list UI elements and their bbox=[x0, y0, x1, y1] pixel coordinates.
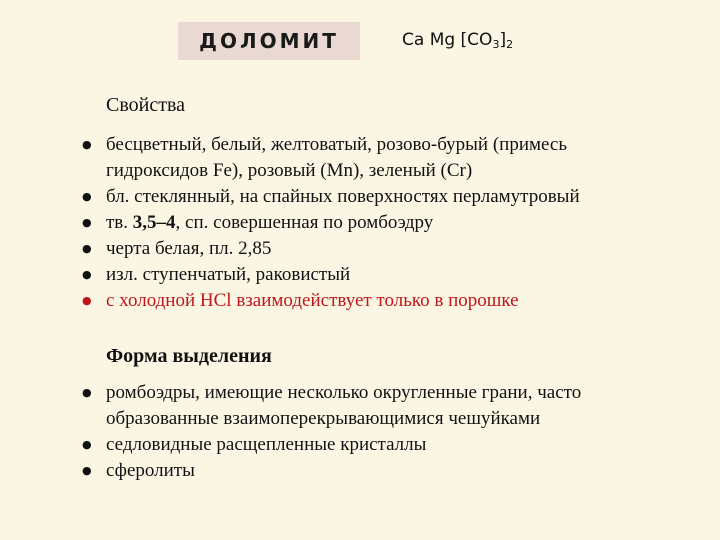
bullet-icon: ● bbox=[82, 438, 92, 451]
list-item-text: тв. bbox=[106, 212, 133, 233]
list-item-text: бесцветный, белый, желтоватый, розово-бурый (примесь гидроксидов Fe), розовый (Mn), зеленый (Cr) bbox=[106, 134, 568, 181]
form-heading: Форма выделения bbox=[106, 345, 272, 367]
list-item bbox=[0, 458, 700, 484]
list-item bbox=[0, 380, 666, 432]
list-item bbox=[0, 210, 700, 236]
properties-heading: Свойства bbox=[106, 94, 186, 116]
list-item bbox=[0, 432, 700, 458]
bullet-icon: ● bbox=[82, 268, 92, 281]
bullet-icon: ● bbox=[82, 216, 92, 229]
list-item-text: , сп. совершенная по ромбоэдру bbox=[175, 212, 434, 233]
list-item-text: седловидные расщепленные кристаллы bbox=[106, 434, 427, 455]
bullet-icon: ● bbox=[82, 464, 92, 477]
list-item-text: изл. ступенчатый, раковистый bbox=[106, 264, 351, 285]
bullet-icon: ● bbox=[82, 138, 92, 151]
chemical-formula bbox=[402, 30, 513, 50]
properties-list bbox=[0, 132, 700, 314]
bullet-icon: ● bbox=[82, 190, 92, 203]
list-item bbox=[0, 288, 700, 314]
formula-subscript-2: 2 bbox=[506, 38, 514, 51]
mineral-title-text: ДОЛОМИТ bbox=[199, 29, 339, 53]
mineral-title bbox=[178, 22, 360, 60]
list-item-text: бл. стеклянный, на спайных поверхностях перламутровый bbox=[106, 186, 580, 207]
formula-part-2: ] bbox=[499, 30, 507, 50]
list-item-text: сферолиты bbox=[106, 460, 195, 481]
formula-part-1: Ca Mg [CO bbox=[402, 30, 493, 50]
list-item bbox=[0, 132, 666, 184]
formula-subscript-1: 3 bbox=[492, 38, 500, 51]
hardness-value: 3,5–4 bbox=[132, 212, 176, 233]
form-list bbox=[0, 380, 700, 484]
list-item-text: ромбоэдры, имеющие несколько округленные грани, часто образованные взаимоперекрывающимися чешуйками bbox=[106, 382, 582, 429]
list-item-text: с холодной HCl взаимодействует только в порошке bbox=[106, 290, 519, 311]
bullet-icon: ● bbox=[82, 242, 92, 255]
list-item-text: черта белая, пл. 2,85 bbox=[106, 238, 272, 259]
bullet-icon: ● bbox=[82, 386, 92, 399]
list-item bbox=[0, 262, 700, 288]
list-item bbox=[0, 184, 700, 210]
list-item bbox=[0, 236, 700, 262]
bullet-icon: ● bbox=[82, 294, 92, 307]
